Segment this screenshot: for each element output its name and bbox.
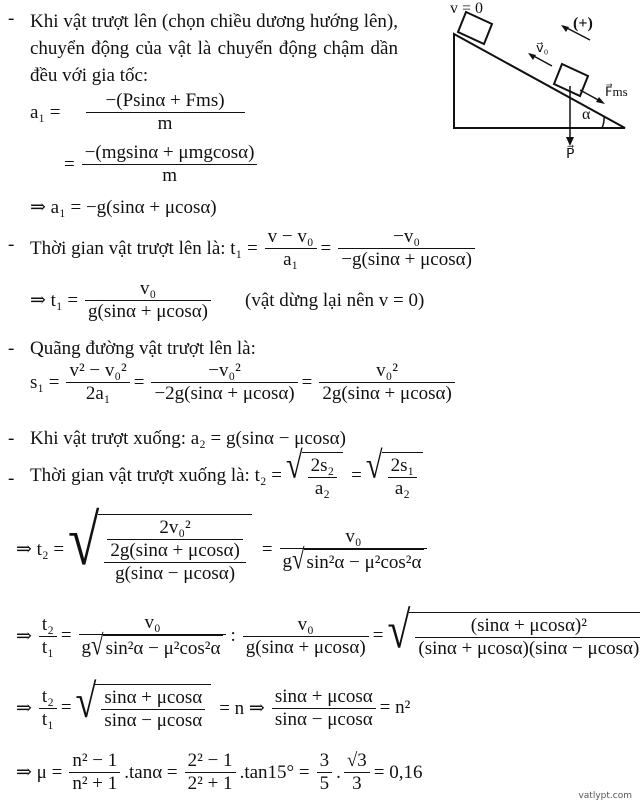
eq-a1-line1 bbox=[30, 90, 249, 135]
t1-result: ⇒ t₁ = $\frac{\text{v₀}}{g(\sin\alpha + \mu\cos\alpha)}$ (vật dừng lại nên v = 0) bbox=[30, 278, 425, 322]
v-zero-label: v = 0 bbox=[450, 0, 484, 17]
bullet: - bbox=[8, 338, 15, 359]
watermark: vatlypt.com bbox=[578, 791, 632, 801]
ratio2-line: ⇒ $\frac{\text{t₂}}{\text{t₁}}$ = √ $\frac{\sin\alpha + \mu\cos\alpha}{\sin\alpha - \mu\cos\alpha}$ = n ⇒ $\frac{\sin\alpha + \mu\cos\alpha}{\sin\alpha - \mu\cos\alpha}$ = n² bbox=[16, 675, 411, 731]
intro-paragraph: Khi vật trượt lên (chọn chiều dương hướng lên), chuyển động của vật là chuyển động chậm dần đều với gia tốc: bbox=[30, 11, 398, 86]
alpha-label: α bbox=[582, 106, 591, 123]
v0-label: v⃗₀ bbox=[536, 40, 549, 55]
a2-text: Khi vật trượt xuống: a₂ = g(sinα − μcosα) bbox=[30, 428, 346, 449]
a1-result: ⇒ a₁ = −g(sinα + μcosα) bbox=[30, 197, 217, 218]
t2-expanded: ⇒ t₂ = √ $\frac{\frac{\text{2v₀²}}{2g(\sin\alpha + \mu\cos\alpha)}}{g(\sin\alpha - \mu\cos\alpha)}$ = v₀ g √ sin²α − μ²cos²α bbox=[16, 514, 431, 585]
mu-line: ⇒ μ = $\frac{\text{n² − 1}}{\text{n² + 1}}$ .tanα = $\frac{\text{2² − 1}}{\text{2² + 1}}$ .tan15° = $\frac{3}{5}$ . $\frac{√3}{3}$ = 0,16 bbox=[16, 750, 423, 794]
bullet: - bbox=[8, 8, 15, 29]
ratio-line: ⇒ $\frac{\text{t₂}}{\text{t₁}}$ = v₀ g √ sin²α − μ²cos²α : $\frac{\text{v₀}}{g(\sin\alpha + \mu\cos\alpha)}$ = √ $\frac{\text{(sinα + μcosα)²}}{(\sin\alpha + \mu\cos\alpha)(\sin\alpha - \mu\cos\alpha)}$ bbox=[16, 612, 640, 660]
incline-diagram bbox=[430, 0, 630, 170]
t1-note: (vật dừng lại nên v = 0) bbox=[245, 289, 425, 311]
eq-a1-line2: = $\frac{\text{−(mgsinα + μmgcosα)}}{m}$ bbox=[64, 142, 261, 187]
a1-frac1: $\frac{\text{−(Psinα + Fms)}}{m}$ bbox=[86, 90, 245, 135]
s1-text: Quãng đường vật trượt lên là: bbox=[30, 338, 256, 359]
t1-line: Thời gian vật trượt lên là: t₁ = $\frac{\text{v − v₀}}{\text{a₁}}$ = $\frac{\text{−v₀}}{-g(\sin\alpha + \mu\cos\alpha)}$ bbox=[30, 226, 479, 271]
bullet: - bbox=[8, 234, 15, 255]
bullet: - bbox=[8, 428, 15, 449]
a1-frac2: $\frac{\text{−(mgsinα + μmgcosα)}}{m}$ bbox=[82, 142, 258, 187]
direction-label: (+) bbox=[573, 15, 593, 32]
a1-lhs: a₁ = bbox=[30, 101, 61, 123]
p-label: P⃗ bbox=[566, 147, 575, 162]
s1-equation: s₁ = $\frac{\text{v² − v₀²}}{\text{2a₁}}$ = $\frac{\text{−v₀²}}{-2g(\sin\alpha + \mu\cos\alpha)}$ = $\frac{\text{v₀²}}{2g(\sin\alpha + \mu\cos\alpha)}$ bbox=[30, 360, 459, 405]
t2-line: Thời gian vật trượt xuống là: t₂ = √ $\frac{\text{2s₂}}{\text{a₂}}$ = √ $\frac{\text{2s₁}}{\text{a₂}}$ bbox=[30, 452, 427, 500]
bullet: - bbox=[8, 468, 15, 489]
fms-label: F⃗ms bbox=[605, 84, 628, 99]
